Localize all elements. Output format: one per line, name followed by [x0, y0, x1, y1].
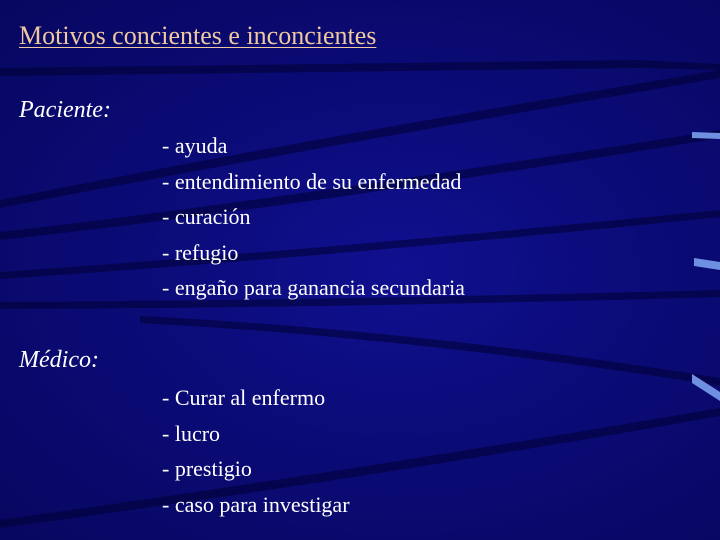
section-label-paciente: Paciente:: [19, 97, 111, 123]
list-item: - ayuda: [162, 133, 228, 158]
slide-title: Motivos concientes e inconcientes: [19, 21, 377, 50]
list-item: - caso para investigar: [162, 491, 350, 517]
list-item: - curación: [162, 204, 251, 229]
paciente-motives-list: [162, 128, 465, 306]
list-item: - entendimiento de su enfermedad: [162, 168, 462, 194]
list-item: - Curar al enfermo: [162, 385, 326, 410]
list-item: - lucro: [162, 420, 221, 446]
list-item: - refugio: [162, 239, 239, 265]
light-streaks: [692, 132, 720, 401]
accent-streak: [694, 258, 720, 270]
accent-streak: [692, 132, 720, 139]
streak: [0, 408, 720, 528]
section-label-medico: Médico:: [19, 347, 99, 373]
streak: [140, 316, 720, 386]
list-item: - prestigio: [162, 456, 252, 481]
list-item: - engaño para ganancia secundaria: [162, 275, 465, 300]
medico-motives-list: [162, 380, 350, 522]
streak: [0, 60, 720, 76]
